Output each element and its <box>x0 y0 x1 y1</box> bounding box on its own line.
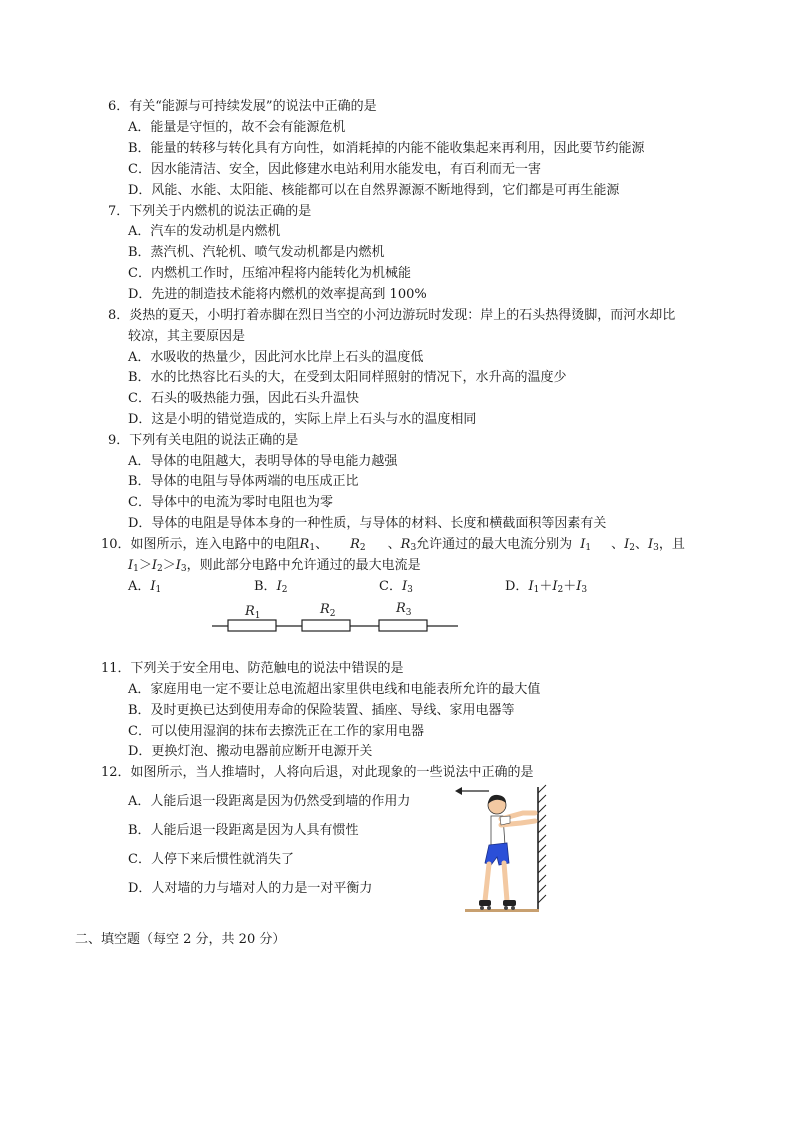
section-2-heading: 二、填空题（每空 2 分，共 20 分） <box>75 932 286 947</box>
person-leg-right <box>504 863 507 901</box>
q8-stem-line2: 较凉，其主要原因是 <box>128 329 246 344</box>
q8-stem-line1: 8．炎热的夏天，小明打着赤脚在烈日当空的小河边游玩时发现：岸上的石头热得烫脚，而河水却比 <box>108 308 676 323</box>
skate-wheel <box>487 906 491 910</box>
q9-stem: 9．下列有关电阻的说法正确的是 <box>108 433 299 448</box>
q7-option-d: D．先进的制造技术能将内燃机的效率提高到 100% <box>128 287 427 302</box>
resistor-r3 <box>379 620 427 631</box>
motion-arrow-head <box>455 787 462 795</box>
wall-hatching <box>538 785 546 903</box>
q10-option-a: A．$I_1$ <box>128 579 162 595</box>
q8-option-d: D．这是小明的错觉造成的，实际上岸上石头与水的温度相同 <box>128 412 477 427</box>
q6-option-c: C．因水能清洁、安全，因此修建水电站利用水能发电，有百利而无一害 <box>128 162 541 177</box>
q6-option-d: D．风能、水能、太阳能、核能都可以在自然界源源不断地得到，它们都是可再生能源 <box>128 183 620 198</box>
q10-option-b: B．$I_2$ <box>254 579 288 595</box>
q7-stem: 7．下列关于内燃机的说法正确的是 <box>108 204 312 219</box>
q11-option-c: C．可以使用湿润的抹布去擦洗正在工作的家用电器 <box>128 724 424 739</box>
skate-wheel <box>504 906 508 910</box>
person-pushing-wall-illustration <box>455 783 555 915</box>
resistor-r2-label: $R_2$ <box>320 602 336 619</box>
resistor-circuit-diagram <box>210 598 460 638</box>
resistor-r3-label: $R_3$ <box>396 601 412 618</box>
q11-option-a: A．家庭用电一定不要让总电流超出家里供电线和电能表所允许的最大值 <box>128 682 541 697</box>
q8-option-b: B．水的比热容比石头的大，在受到太阳同样照射的情况下，水升高的温度少 <box>128 370 567 385</box>
q11-stem: 11．下列关于安全用电、防范触电的说法中错误的是 <box>101 661 404 676</box>
q6-option-b: B．能量的转移与转化具有方向性，如消耗掉的内能不能收集起来再利用，因此要节约能源 <box>128 141 645 156</box>
q12-option-d: D．人对墙的力与墙对人的力是一对平衡力 <box>128 881 373 896</box>
q10-option-d: D．$I_1+I_2+I_3$ <box>505 579 588 595</box>
shoe-right <box>503 900 516 906</box>
resistor-r1 <box>228 620 276 631</box>
q7-option-c: C．内燃机工作时，压缩冲程将内能转化为机械能 <box>128 266 411 281</box>
q7-option-a: A．汽车的发动机是内燃机 <box>128 224 281 239</box>
resistor-r1-label: $R_1$ <box>245 604 261 621</box>
q11-option-b: B．及时更换已达到使用寿命的保险装置、插座、导线、家用电器等 <box>128 703 515 718</box>
q11-option-d: D．更换灯泡、搬动电器前应断开电源开关 <box>128 744 373 759</box>
q12-stem: 12．如图所示，当人推墙时，人将向后退，对此现象的一些说法中正确的是 <box>101 765 534 780</box>
skate-wheel <box>480 906 484 910</box>
q7-option-b: B．蒸汽机、汽轮机、喷气发动机都是内燃机 <box>128 245 385 260</box>
q9-option-b: B．导体的电阻与导体两端的电压成正比 <box>128 474 359 489</box>
skate-wheel <box>511 906 515 910</box>
q12-option-c: C．人停下来后惯性就消失了 <box>128 852 294 867</box>
q10-option-c: C．$I_3$ <box>379 579 413 595</box>
q9-option-c: C．导体中的电流为零时电阻也为零 <box>128 495 333 510</box>
q8-option-a: A．水吸收的热量少，因此河水比岸上石头的温度低 <box>128 350 424 365</box>
floor <box>465 909 539 912</box>
q9-option-d: D．导体的电阻是导体本身的一种性质，与导体的材料、长度和横截面积等因素有关 <box>128 516 607 531</box>
q12-option-a: A．人能后退一段距离是因为仍然受到墙的作用力 <box>128 794 411 809</box>
resistor-r2 <box>302 620 350 631</box>
q9-option-a: A．导体的电阻越大，表明导体的导电能力越强 <box>128 454 398 469</box>
shoe-left <box>479 900 491 906</box>
q12-option-b: B．人能后退一段距离是因为人具有惯性 <box>128 823 359 838</box>
person-leg-left <box>485 864 489 901</box>
q10-stem-line2: $I_1>I_2>I_3$，则此部分电路中允许通过的最大电流是 <box>128 558 421 574</box>
q6-stem: 6．有关“能源与可持续发展”的说法中正确的是 <box>108 99 377 114</box>
q8-option-c: C．石头的吸热能力强，因此石头升温快 <box>128 391 359 406</box>
q10-stem-line1: 10．如图所示，连入电路中的电阻$R_1$、 $R_2$ 、$R_3$允许通过的最大电流分别为 $I_1$ 、$I_2$、$I_3$，且 <box>101 537 685 553</box>
q6-option-a: A．能量是守恒的，故不会有能源危机 <box>128 120 346 135</box>
